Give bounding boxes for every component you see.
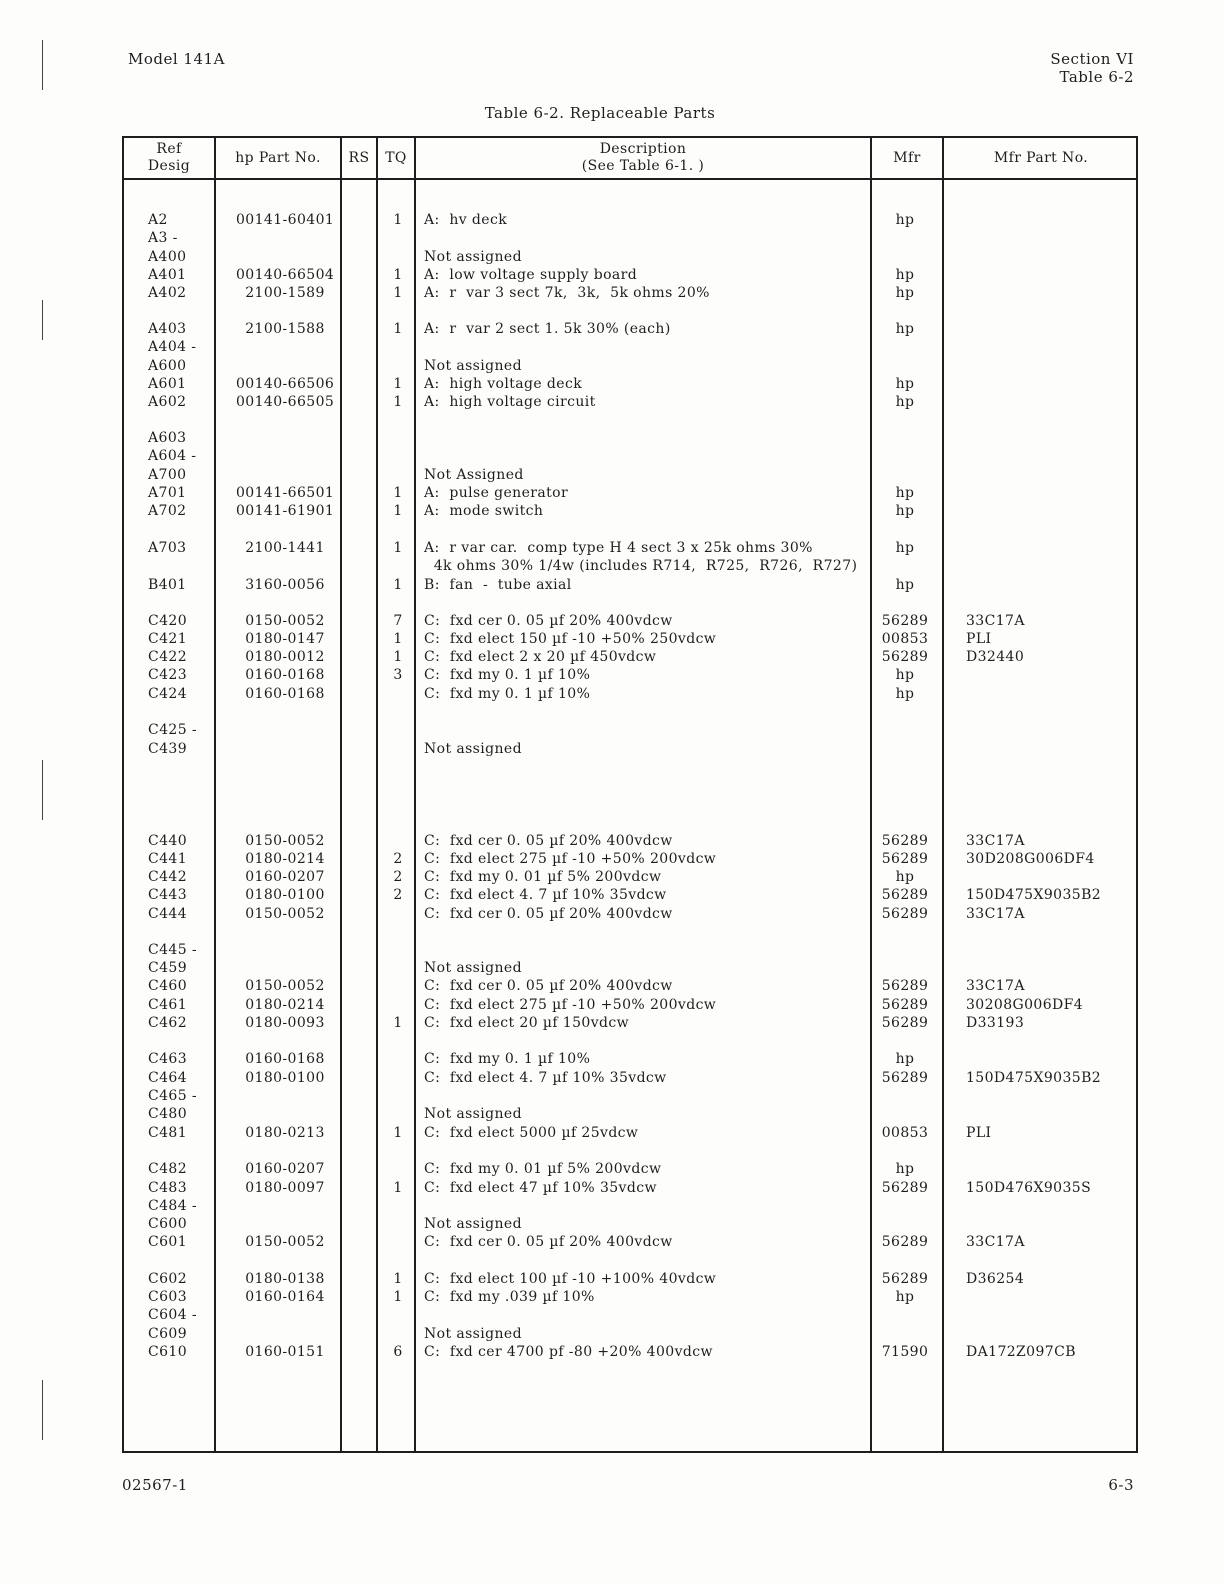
header-description: Description (See Table 6-1. )	[581, 141, 705, 174]
cell-ref-desig: C442	[148, 869, 188, 885]
margin-mark	[42, 1380, 43, 1440]
table-row	[124, 1105, 1136, 1123]
cell-mfr: 56289	[881, 906, 929, 922]
cell-hp-part-no: 0150-0052	[245, 613, 325, 629]
cell-ref-desig: A700	[148, 467, 187, 483]
cell-hp-part-no: 0160-0168	[245, 1051, 325, 1067]
table-row	[124, 1343, 1136, 1361]
table-row	[124, 539, 1136, 557]
cell-ref-desig: A600	[148, 358, 187, 374]
cell-hp-part-no: 0150-0052	[245, 833, 325, 849]
cell-hp-part-no: 00140-66505	[236, 394, 335, 410]
cell-hp-part-no: 2100-1588	[245, 321, 325, 337]
cell-mfr: 56289	[881, 1070, 929, 1086]
cell-ref-desig: C439	[148, 741, 188, 757]
cell-mfr-part-no: D33193	[966, 1015, 1025, 1031]
cell-ref-desig: C601	[148, 1234, 188, 1250]
cell-description: Not assigned	[424, 1216, 522, 1232]
cell-description: Not Assigned	[424, 467, 524, 483]
cell-description: Not assigned	[424, 249, 522, 265]
table-row	[124, 557, 1136, 575]
cell-description: C: fxd elect 5000 µf 25vdcw	[424, 1125, 639, 1141]
cell-tq: 1	[393, 1271, 403, 1287]
cell-mfr-part-no: 30D208G006DF4	[966, 851, 1095, 867]
cell-mfr: hp	[895, 667, 915, 683]
cell-ref-desig: C465 -	[148, 1088, 198, 1104]
cell-hp-part-no: 0180-0138	[245, 1271, 325, 1287]
cell-ref-desig: A604 -	[148, 448, 197, 464]
cell-hp-part-no: 0160-0207	[245, 1161, 325, 1177]
header-tq: TQ	[385, 149, 407, 166]
cell-ref-desig: C603	[148, 1289, 188, 1305]
table-reference: Table 6-2	[1059, 68, 1134, 86]
margin-mark	[42, 760, 43, 820]
cell-ref-desig: C464	[148, 1070, 188, 1086]
cell-mfr: 56289	[881, 851, 929, 867]
cell-description: A: high voltage deck	[424, 376, 583, 392]
cell-description: C: fxd elect 4. 7 µf 10% 35vdcw	[424, 887, 667, 903]
table-row	[124, 1306, 1136, 1324]
cell-description: C: fxd cer 0. 05 µf 20% 400vdcw	[424, 978, 673, 994]
header-rule	[124, 178, 1136, 180]
cell-description: A: mode switch	[424, 503, 544, 519]
cell-ref-desig: C484 -	[148, 1198, 198, 1214]
table-row	[124, 357, 1136, 375]
cell-tq: 1	[393, 631, 403, 647]
cell-mfr: 56289	[881, 887, 929, 903]
cell-mfr-part-no: 33C17A	[966, 978, 1025, 994]
cell-mfr-part-no: 150D475X9035B2	[966, 887, 1102, 903]
cell-mfr-part-no: DA172Z097CB	[966, 1344, 1076, 1360]
cell-ref-desig: C423	[148, 667, 188, 683]
cell-ref-desig: C444	[148, 906, 188, 922]
cell-ref-desig: C459	[148, 960, 188, 976]
cell-mfr-part-no: D36254	[966, 1271, 1025, 1287]
cell-hp-part-no: 0180-0214	[245, 851, 325, 867]
header-mfr-part-no: Mfr Part No.	[993, 149, 1089, 166]
cell-ref-desig: C420	[148, 613, 188, 629]
cell-description: Not assigned	[424, 358, 522, 374]
table-row	[124, 1215, 1136, 1233]
cell-mfr-part-no: 33C17A	[966, 613, 1025, 629]
cell-mfr: 56289	[881, 978, 929, 994]
table-row	[124, 977, 1136, 995]
cell-ref-desig: B401	[148, 577, 187, 593]
table-row	[124, 429, 1136, 447]
cell-ref-desig: C609	[148, 1326, 188, 1342]
cell-description: C: fxd cer 0. 05 µf 20% 400vdcw	[424, 906, 673, 922]
cell-tq: 1	[393, 376, 403, 392]
header-ref-desig: Ref Desig	[147, 141, 191, 174]
cell-ref-desig: C424	[148, 686, 188, 702]
cell-mfr: hp	[895, 540, 915, 556]
table-row	[124, 248, 1136, 266]
table-row	[124, 685, 1136, 703]
cell-hp-part-no: 2100-1441	[245, 540, 325, 556]
cell-mfr: hp	[895, 267, 915, 283]
cell-ref-desig: C462	[148, 1015, 188, 1031]
cell-tq: 2	[393, 851, 403, 867]
cell-mfr: hp	[895, 285, 915, 301]
table-row	[124, 941, 1136, 959]
table-row	[124, 886, 1136, 904]
cell-description: C: fxd elect 275 µf -10 +50% 200vdcw	[424, 851, 717, 867]
cell-ref-desig: C441	[148, 851, 188, 867]
cell-tq: 1	[393, 1289, 403, 1305]
cell-hp-part-no: 0180-0147	[245, 631, 325, 647]
cell-hp-part-no: 00141-61901	[236, 503, 335, 519]
table-row	[124, 1270, 1136, 1288]
cell-mfr: hp	[895, 212, 915, 228]
cell-tq: 1	[393, 503, 403, 519]
table-row	[124, 850, 1136, 868]
cell-hp-part-no: 0180-0100	[245, 1070, 325, 1086]
cell-mfr: hp	[895, 394, 915, 410]
cell-tq: 1	[393, 1180, 403, 1196]
cell-mfr: hp	[895, 869, 915, 885]
margin-mark	[42, 40, 43, 90]
cell-mfr: 56289	[881, 1234, 929, 1250]
cell-hp-part-no: 0160-0168	[245, 686, 325, 702]
cell-hp-part-no: 0160-0168	[245, 667, 325, 683]
cell-mfr-part-no: 150D476X9035S	[966, 1180, 1092, 1196]
cell-hp-part-no: 2100-1589	[245, 285, 325, 301]
table-row	[124, 721, 1136, 739]
cell-mfr: hp	[895, 1161, 915, 1177]
cell-hp-part-no: 0180-0100	[245, 887, 325, 903]
cell-description: C: fxd my 0. 1 µf 10%	[424, 686, 591, 702]
cell-ref-desig: A602	[148, 394, 187, 410]
cell-tq: 7	[393, 613, 403, 629]
cell-ref-desig: C460	[148, 978, 188, 994]
cell-mfr: 56289	[881, 1271, 929, 1287]
model-label: Model 141A	[128, 50, 225, 68]
table-row	[124, 1124, 1136, 1142]
cell-hp-part-no: 0160-0207	[245, 869, 325, 885]
cell-description: C: fxd my 0. 1 µf 10%	[424, 667, 591, 683]
cell-description: C: fxd elect 275 µf -10 +50% 200vdcw	[424, 997, 717, 1013]
cell-mfr-part-no: PLI	[966, 631, 992, 647]
cell-tq: 1	[393, 1125, 403, 1141]
cell-tq: 1	[393, 267, 403, 283]
cell-mfr-part-no: 33C17A	[966, 906, 1025, 922]
cell-ref-desig: C461	[148, 997, 188, 1013]
table-row	[124, 1288, 1136, 1306]
table-row	[124, 393, 1136, 411]
table-row	[124, 996, 1136, 1014]
cell-mfr: hp	[895, 376, 915, 392]
table-row	[124, 648, 1136, 666]
cell-mfr: hp	[895, 485, 915, 501]
table-row	[124, 466, 1136, 484]
cell-description: B: fan - tube axial	[424, 577, 572, 593]
cell-description: C: fxd elect 100 µf -10 +100% 40vdcw	[424, 1271, 717, 1287]
cell-hp-part-no: 0150-0052	[245, 978, 325, 994]
cell-description: C: fxd my 0. 01 µf 5% 200vdcw	[424, 1161, 662, 1177]
cell-tq: 1	[393, 485, 403, 501]
cell-description: 4k ohms 30% 1/4w (includes R714, R725, R726, R727)	[424, 558, 858, 574]
cell-ref-desig: A3 -	[148, 230, 178, 246]
margin-mark	[42, 300, 43, 340]
cell-description: C: fxd cer 0. 05 µf 20% 400vdcw	[424, 613, 673, 629]
cell-mfr: 00853	[881, 1125, 929, 1141]
cell-mfr: 56289	[881, 997, 929, 1013]
cell-ref-desig: C602	[148, 1271, 188, 1287]
table-row	[124, 320, 1136, 338]
cell-description: C: fxd elect 2 x 20 µf 450vdcw	[424, 649, 657, 665]
table-row	[124, 630, 1136, 648]
cell-ref-desig: C421	[148, 631, 188, 647]
cell-tq: 6	[393, 1344, 403, 1360]
cell-ref-desig: C604 -	[148, 1307, 198, 1323]
cell-tq: 1	[393, 394, 403, 410]
cell-ref-desig: C600	[148, 1216, 188, 1232]
cell-hp-part-no: 0160-0164	[245, 1289, 325, 1305]
cell-ref-desig: A404 -	[148, 339, 197, 355]
cell-hp-part-no: 0150-0052	[245, 906, 325, 922]
cell-mfr: 71590	[881, 1344, 929, 1360]
table-row	[124, 1197, 1136, 1215]
cell-description: C: fxd my .039 µf 10%	[424, 1289, 595, 1305]
cell-tq: 1	[393, 1015, 403, 1031]
cell-hp-part-no: 0150-0052	[245, 1234, 325, 1250]
cell-description: A: r var 2 sect 1. 5k 30% (each)	[424, 321, 671, 337]
cell-hp-part-no: 0180-0214	[245, 997, 325, 1013]
cell-description: C: fxd cer 4700 pf -80 +20% 400vdcw	[424, 1344, 713, 1360]
cell-mfr: hp	[895, 1289, 915, 1305]
cell-hp-part-no: 00140-66506	[236, 376, 335, 392]
cell-ref-desig: C440	[148, 833, 188, 849]
table-row	[124, 484, 1136, 502]
cell-description: Not assigned	[424, 1326, 522, 1342]
header-rs: RS	[348, 149, 370, 166]
table-row	[124, 1325, 1136, 1343]
cell-tq: 2	[393, 887, 403, 903]
cell-ref-desig: C422	[148, 649, 188, 665]
cell-mfr: 56289	[881, 833, 929, 849]
cell-tq: 1	[393, 285, 403, 301]
cell-description: A: low voltage supply board	[424, 267, 638, 283]
table-row	[124, 211, 1136, 229]
table-row	[124, 447, 1136, 465]
table-row	[124, 666, 1136, 684]
table-row	[124, 375, 1136, 393]
cell-tq: 1	[393, 321, 403, 337]
cell-ref-desig: A403	[148, 321, 187, 337]
cell-mfr-part-no: 30208G006DF4	[966, 997, 1084, 1013]
cell-description: Not assigned	[424, 1106, 522, 1122]
document-code: 02567-1	[122, 1476, 188, 1494]
cell-tq: 1	[393, 212, 403, 228]
cell-mfr-part-no: 33C17A	[966, 1234, 1025, 1250]
cell-description: A: r var 3 sect 7k, 3k, 5k ohms 20%	[424, 285, 710, 301]
cell-tq: 2	[393, 869, 403, 885]
table-row	[124, 905, 1136, 923]
table-row	[124, 959, 1136, 977]
cell-ref-desig: A401	[148, 267, 187, 283]
header-hp-part-no: hp Part No.	[235, 149, 321, 166]
cell-hp-part-no: 00141-66501	[236, 485, 335, 501]
cell-ref-desig: A702	[148, 503, 187, 519]
cell-ref-desig: C480	[148, 1106, 188, 1122]
cell-ref-desig: A703	[148, 540, 187, 556]
cell-mfr: hp	[895, 1051, 915, 1067]
section-label	[1050, 50, 1134, 86]
cell-ref-desig: C425 -	[148, 722, 198, 738]
cell-tq: 1	[393, 540, 403, 556]
cell-mfr-part-no: PLI	[966, 1125, 992, 1141]
cell-hp-part-no: 0160-0151	[245, 1344, 325, 1360]
cell-description: A: hv deck	[424, 212, 508, 228]
cell-description: C: fxd elect 4. 7 µf 10% 35vdcw	[424, 1070, 667, 1086]
cell-description: C: fxd elect 150 µf -10 +50% 250vdcw	[424, 631, 717, 647]
table-row	[124, 502, 1136, 520]
cell-description: Not assigned	[424, 960, 522, 976]
parts-table	[122, 136, 1138, 1453]
table-row	[124, 284, 1136, 302]
cell-mfr-part-no: D32440	[966, 649, 1025, 665]
table-row	[124, 612, 1136, 630]
cell-ref-desig: A2	[148, 212, 168, 228]
cell-ref-desig: C445 -	[148, 942, 198, 958]
cell-ref-desig: A701	[148, 485, 187, 501]
table-row	[124, 1050, 1136, 1068]
cell-mfr: 56289	[881, 613, 929, 629]
table-row	[124, 1179, 1136, 1197]
header-mfr: Mfr	[893, 149, 921, 166]
table-row	[124, 338, 1136, 356]
cell-ref-desig: C463	[148, 1051, 188, 1067]
cell-mfr: 56289	[881, 649, 929, 665]
table-row	[124, 229, 1136, 247]
cell-description: C: fxd cer 0. 05 µf 20% 400vdcw	[424, 833, 673, 849]
cell-mfr-part-no: 150D475X9035B2	[966, 1070, 1102, 1086]
cell-ref-desig: C443	[148, 887, 188, 903]
table-row	[124, 832, 1136, 850]
cell-ref-desig: A400	[148, 249, 187, 265]
cell-hp-part-no: 0180-0097	[245, 1180, 325, 1196]
table-row	[124, 868, 1136, 886]
table-row	[124, 1014, 1136, 1032]
cell-description: Not assigned	[424, 741, 522, 757]
cell-ref-desig: C481	[148, 1125, 188, 1141]
cell-mfr: hp	[895, 321, 915, 337]
cell-tq: 1	[393, 577, 403, 593]
cell-ref-desig: A601	[148, 376, 187, 392]
cell-hp-part-no: 3160-0056	[245, 577, 325, 593]
table-row	[124, 740, 1136, 758]
cell-description: C: fxd my 0. 1 µf 10%	[424, 1051, 591, 1067]
page-number: 6-3	[1108, 1476, 1134, 1494]
cell-hp-part-no: 0180-0093	[245, 1015, 325, 1031]
cell-description: A: r var car. comp type H 4 sect 3 x 25k ohms 30%	[424, 540, 813, 556]
cell-tq: 1	[393, 649, 403, 665]
table-row	[124, 1069, 1136, 1087]
cell-mfr: 00853	[881, 631, 929, 647]
cell-tq: 3	[393, 667, 403, 683]
section-title: Section VI	[1050, 50, 1134, 68]
cell-ref-desig: A603	[148, 430, 187, 446]
cell-description: A: pulse generator	[424, 485, 569, 501]
cell-mfr: hp	[895, 577, 915, 593]
cell-ref-desig: C610	[148, 1344, 188, 1360]
cell-hp-part-no: 0180-0012	[245, 649, 325, 665]
cell-mfr-part-no: 33C17A	[966, 833, 1025, 849]
table-row	[124, 1160, 1136, 1178]
cell-mfr: hp	[895, 686, 915, 702]
cell-mfr: 56289	[881, 1180, 929, 1196]
cell-hp-part-no: 00141-60401	[236, 212, 335, 228]
cell-description: C: fxd my 0. 01 µf 5% 200vdcw	[424, 869, 662, 885]
cell-hp-part-no: 00140-66504	[236, 267, 335, 283]
cell-ref-desig: C483	[148, 1180, 188, 1196]
cell-description: C: fxd elect 47 µf 10% 35vdcw	[424, 1180, 657, 1196]
cell-ref-desig: C482	[148, 1161, 188, 1177]
cell-hp-part-no: 0180-0213	[245, 1125, 325, 1141]
cell-ref-desig: A402	[148, 285, 187, 301]
cell-mfr: hp	[895, 503, 915, 519]
table-row	[124, 576, 1136, 594]
table-row	[124, 1233, 1136, 1251]
cell-description: C: fxd cer 0. 05 µf 20% 400vdcw	[424, 1234, 673, 1250]
table-row	[124, 1087, 1136, 1105]
cell-mfr: 56289	[881, 1015, 929, 1031]
table-caption: Table 6-2. Replaceable Parts	[484, 104, 716, 122]
cell-description: C: fxd elect 20 µf 150vdcw	[424, 1015, 629, 1031]
table-row	[124, 266, 1136, 284]
cell-description: A: high voltage circuit	[424, 394, 596, 410]
